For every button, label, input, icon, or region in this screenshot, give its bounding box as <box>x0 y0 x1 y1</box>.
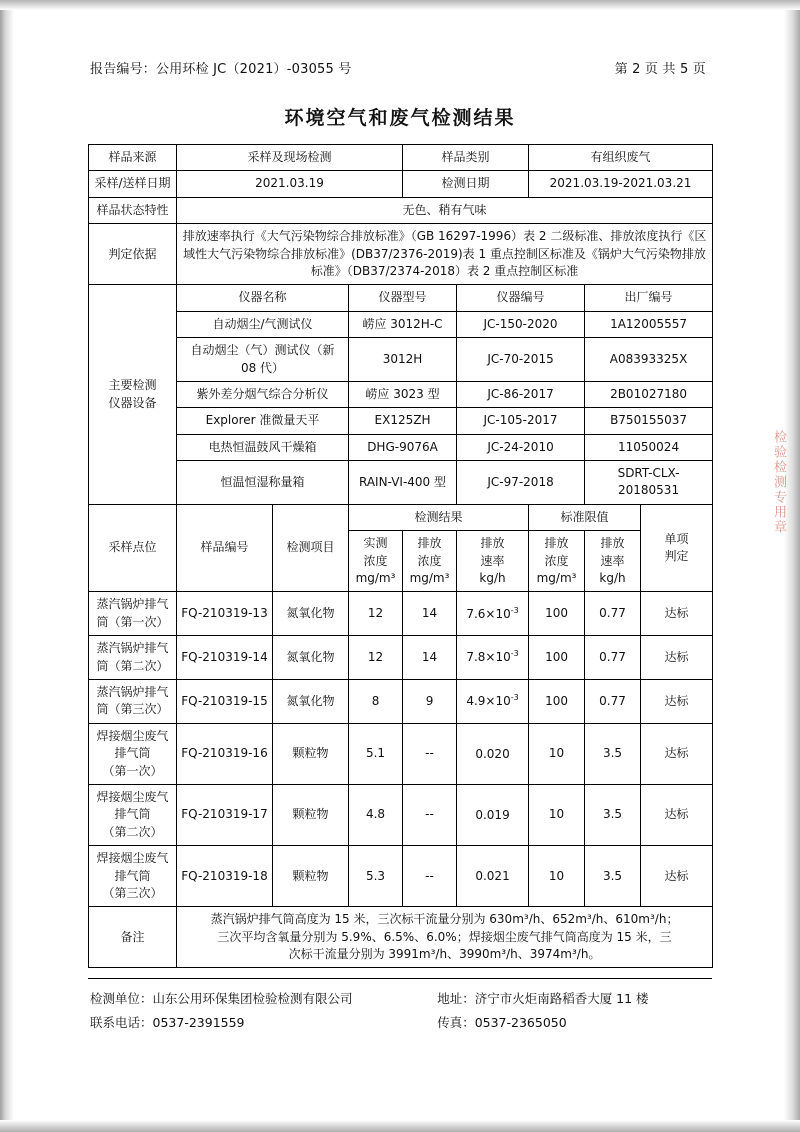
col-std-rate-l1: 排放 <box>600 536 625 551</box>
cell-std-rate: 0.77 <box>585 679 641 723</box>
cell-std-rate: 3.5 <box>585 846 641 907</box>
scan-edge-bottom <box>0 1120 800 1132</box>
cell-emit-rate <box>457 846 529 907</box>
results-table <box>88 144 713 968</box>
address-value: 济宁市火炬南路稻香大厦 11 楼 <box>474 991 649 1007</box>
equipment-label <box>89 285 177 505</box>
cell-sample-no: FQ-210319-18 <box>177 846 273 907</box>
cell-test-item: 氮氧化物 <box>273 679 349 723</box>
sample-state-label: 样品状态特性 <box>89 197 177 223</box>
emit-rate-base: 0.020 <box>475 746 510 761</box>
emit-rate-exponent: -3 <box>510 649 519 659</box>
equipment-model: 崂应 3012H-C <box>349 311 457 337</box>
point-line3: （第二次） <box>102 824 163 839</box>
cell-emit-conc: -- <box>403 723 457 784</box>
cell-std-conc: 10 <box>529 846 585 907</box>
point-line3: （第三次） <box>102 885 163 900</box>
col-sampling-point: 采样点位 <box>89 504 177 592</box>
table-row <box>89 592 713 636</box>
point-line1: 焊接烟尘废气 <box>96 728 169 743</box>
table-row <box>89 381 713 407</box>
fax-label: 传真： <box>437 1015 475 1031</box>
equipment-model: 3012H <box>349 338 457 382</box>
remarks-text <box>177 907 713 968</box>
table-row <box>89 285 713 311</box>
col-group-results: 检测结果 <box>349 504 529 530</box>
cell-std-conc: 100 <box>529 592 585 636</box>
cell-verdict: 达标 <box>641 636 713 680</box>
col-measured-conc-unit: mg/m³ <box>355 571 396 586</box>
point-line1: 焊接烟尘废气 <box>96 851 169 866</box>
equipment-id: JC-97-2018 <box>457 461 585 505</box>
cell-emit-conc: -- <box>403 846 457 907</box>
cell-emit-rate <box>457 636 529 680</box>
emit-rate-base: 4.9×10 <box>466 694 511 709</box>
phone-label: 联系电话： <box>90 1015 153 1031</box>
scan-edge-right <box>784 0 800 1132</box>
cell-test-item: 颗粒物 <box>273 784 349 845</box>
cell-std-conc: 10 <box>529 723 585 784</box>
col-emit-conc-unit: mg/m³ <box>409 571 450 586</box>
fax-value: 0537-2365050 <box>474 1015 567 1031</box>
equipment-name: 自动烟尘（气）测试仪（新 08 代） <box>177 338 349 382</box>
equipment-name: 自动烟尘/气测试仪 <box>177 311 349 337</box>
cell-measured-conc: 12 <box>349 636 403 680</box>
report-number <box>90 58 352 77</box>
table-row <box>89 679 713 723</box>
cell-std-conc: 100 <box>529 636 585 680</box>
equipment-serial: SDRT-CLX-20180531 <box>585 461 713 505</box>
test-unit-value: 山东公用环保集团检验检测有限公司 <box>152 991 353 1007</box>
point-line2: 排气筒 <box>114 807 151 822</box>
equipment-serial: 2B01027180 <box>585 381 713 407</box>
cell-sample-no: FQ-210319-13 <box>177 592 273 636</box>
cell-std-rate: 0.77 <box>585 592 641 636</box>
point-line3: （第一次） <box>102 763 163 778</box>
equipment-name: Explorer 准微量天平 <box>177 408 349 434</box>
cell-test-item: 氮氧化物 <box>273 636 349 680</box>
table-row <box>89 171 713 197</box>
table-row <box>89 145 713 171</box>
test-unit <box>90 989 437 1007</box>
col-measured-conc <box>349 531 403 592</box>
test-unit-label: 检测单位： <box>90 991 153 1007</box>
emit-rate-base: 0.021 <box>475 869 510 883</box>
document-footer <box>88 978 712 1034</box>
cell-emit-conc: 14 <box>403 636 457 680</box>
cell-test-item: 颗粒物 <box>273 846 349 907</box>
point-line2: 筒（第二次） <box>96 658 169 673</box>
table-row <box>89 408 713 434</box>
table-row <box>89 636 713 680</box>
table-row <box>89 311 713 337</box>
cell-measured-conc: 5.3 <box>349 846 403 907</box>
remarks-line3: 次标干流量分别为 3991m³/h、3990m³/h、3974m³/h。 <box>288 947 601 962</box>
cell-verdict: 达标 <box>641 846 713 907</box>
address <box>437 989 710 1007</box>
col-verdict-line2: 判定 <box>664 549 689 564</box>
cell-sampling-point <box>89 679 177 723</box>
equipment-col-model: 仪器型号 <box>349 285 457 311</box>
sampling-date-label: 采样/送样日期 <box>89 171 177 197</box>
col-measured-conc-l1: 实测 <box>363 536 388 551</box>
cell-verdict: 达标 <box>641 679 713 723</box>
point-line1: 蒸汽锅炉排气 <box>96 641 169 656</box>
test-date-value: 2021.03.19-2021.03.21 <box>529 171 713 197</box>
cell-sampling-point <box>89 592 177 636</box>
cell-verdict: 达标 <box>641 784 713 845</box>
table-row <box>89 907 713 968</box>
table-row <box>89 784 713 845</box>
remarks-line1: 蒸汽锅炉排气筒高度为 15 米，三次标干流量分别为 630m³/h、652m³/h、610m³/h； <box>210 912 679 927</box>
equipment-serial: A08393325X <box>585 338 713 382</box>
equipment-col-id: 仪器编号 <box>457 285 585 311</box>
footer-row-2 <box>88 1010 712 1034</box>
point-line2: 筒（第一次） <box>96 614 169 629</box>
scan-edge-left <box>0 0 14 1132</box>
cell-sample-no: FQ-210319-17 <box>177 784 273 845</box>
cell-emit-rate <box>457 723 529 784</box>
equipment-model: DHG-9076A <box>349 434 457 460</box>
cell-sampling-point <box>89 846 177 907</box>
col-group-limits: 标准限值 <box>529 504 641 530</box>
equipment-id: JC-150-2020 <box>457 311 585 337</box>
seal-stamp: 检验检测专用章 <box>771 430 786 535</box>
col-emit-conc-l1: 排放 <box>417 536 442 551</box>
cell-test-item: 颗粒物 <box>273 723 349 784</box>
col-std-rate-l2: 速率 <box>600 553 625 568</box>
cell-verdict: 达标 <box>641 723 713 784</box>
table-row <box>89 224 713 285</box>
equipment-id: JC-105-2017 <box>457 408 585 434</box>
footer-row-1 <box>88 986 712 1010</box>
document-header <box>88 40 712 81</box>
equipment-model: 崂应 3023 型 <box>349 381 457 407</box>
equipment-serial: B750155037 <box>585 408 713 434</box>
cell-emit-conc: 14 <box>403 592 457 636</box>
phone <box>90 1013 437 1031</box>
point-line1: 蒸汽锅炉排气 <box>96 684 169 699</box>
emit-rate-exponent: -3 <box>510 605 519 615</box>
equipment-name: 恒温恒湿称量箱 <box>177 461 349 505</box>
cell-test-item: 氮氧化物 <box>273 592 349 636</box>
point-line2: 排气筒 <box>114 868 151 883</box>
equipment-model: EX125ZH <box>349 408 457 434</box>
fax <box>437 1013 710 1031</box>
table-row <box>89 434 713 460</box>
equipment-name: 电热恒温鼓风干燥箱 <box>177 434 349 460</box>
cell-measured-conc: 12 <box>349 592 403 636</box>
report-number-value: 公用环检 JC（2021）-03055 号 <box>156 62 352 77</box>
cell-emit-conc: -- <box>403 784 457 845</box>
col-std-conc-l2: 浓度 <box>544 553 569 568</box>
scan-edge-top <box>0 0 800 10</box>
col-std-rate-unit: kg/h <box>599 571 626 586</box>
sample-state-value: 无色、稍有气味 <box>177 197 713 223</box>
equipment-name: 紫外差分烟气综合分析仪 <box>177 381 349 407</box>
sample-source-value: 采样及现场检测 <box>177 145 403 171</box>
cell-sampling-point <box>89 636 177 680</box>
cell-emit-rate <box>457 784 529 845</box>
cell-emit-conc: 9 <box>403 679 457 723</box>
cell-sampling-point <box>89 723 177 784</box>
col-sample-no: 样品编号 <box>177 504 273 592</box>
col-measured-conc-l2: 浓度 <box>363 553 388 568</box>
sample-source-label: 样品来源 <box>89 145 177 171</box>
equipment-id: JC-86-2017 <box>457 381 585 407</box>
table-row <box>89 338 713 382</box>
page-indicator: 第 2 页 共 5 页 <box>614 62 706 77</box>
cell-emit-rate <box>457 592 529 636</box>
point-line2: 筒（第三次） <box>96 702 169 717</box>
cell-verdict: 达标 <box>641 592 713 636</box>
col-emit-rate-l1: 排放 <box>480 536 505 551</box>
equipment-model: RAIN-VI-400 型 <box>349 461 457 505</box>
point-line1: 焊接烟尘废气 <box>96 789 169 804</box>
cell-sample-no: FQ-210319-16 <box>177 723 273 784</box>
equipment-id: JC-24-2010 <box>457 434 585 460</box>
sample-type-value: 有组织废气 <box>529 145 713 171</box>
col-std-conc-unit: mg/m³ <box>536 571 577 586</box>
emit-rate-exponent: -3 <box>510 693 519 703</box>
table-row <box>89 197 713 223</box>
emit-rate-base: 7.8×10 <box>466 650 511 665</box>
col-verdict-line1: 单项 <box>664 531 689 546</box>
equipment-col-name: 仪器名称 <box>177 285 349 311</box>
phone-value: 0537-2391559 <box>152 1015 245 1031</box>
table-row <box>89 504 713 530</box>
criteria-label: 判定依据 <box>89 224 177 285</box>
emit-rate-base: 7.6×10 <box>466 606 511 621</box>
table-row <box>89 846 713 907</box>
remarks-line2: 三次平均含氧量分别为 5.9%、6.5%、6.0%；焊接烟尘废气排气筒高度为 15 米，三 <box>217 929 672 944</box>
cell-sample-no: FQ-210319-14 <box>177 636 273 680</box>
col-std-rate <box>585 531 641 592</box>
cell-measured-conc: 4.8 <box>349 784 403 845</box>
equipment-serial: 11050024 <box>585 434 713 460</box>
cell-std-rate: 3.5 <box>585 784 641 845</box>
cell-measured-conc: 5.1 <box>349 723 403 784</box>
page-title: 环境空气和废气检测结果 <box>284 107 516 129</box>
equipment-label-line1: 主要检测 <box>108 378 157 393</box>
col-emit-rate-l2: 速率 <box>480 553 505 568</box>
report-number-label: 报告编号： <box>90 62 157 77</box>
cell-emit-rate <box>457 679 529 723</box>
cell-sample-no: FQ-210319-15 <box>177 679 273 723</box>
equipment-id: JC-70-2015 <box>457 338 585 382</box>
col-emit-conc <box>403 531 457 592</box>
cell-std-conc: 100 <box>529 679 585 723</box>
col-emit-conc-l2: 浓度 <box>417 553 442 568</box>
cell-std-rate: 3.5 <box>585 723 641 784</box>
equipment-serial: 1A12005557 <box>585 311 713 337</box>
criteria-text: 排放速率执行《大气污染物综合排放标准》（GB 16297-1996）表 2 二级标准、排放浓度执行《区域性大气污染物综合排放标准》(DB37/2376-2019)表 1 重点控制区标准及《锅炉大气污染物排放标准》（DB37/2374-2018）表 2 重点控制区标准 <box>177 224 713 285</box>
sampling-date-value: 2021.03.19 <box>177 171 403 197</box>
col-verdict <box>641 504 713 592</box>
cell-measured-conc: 8 <box>349 679 403 723</box>
point-line2: 排气筒 <box>114 746 151 761</box>
cell-std-rate: 0.77 <box>585 636 641 680</box>
cell-sampling-point <box>89 784 177 845</box>
col-std-conc-l1: 排放 <box>544 536 569 551</box>
col-emit-rate <box>457 531 529 592</box>
equipment-label-line2: 仪器设备 <box>108 395 157 410</box>
cell-std-conc: 10 <box>529 784 585 845</box>
col-emit-rate-unit: kg/h <box>479 571 506 586</box>
remarks-label: 备注 <box>89 907 177 968</box>
equipment-col-serial: 出厂编号 <box>585 285 713 311</box>
test-date-label: 检测日期 <box>403 171 529 197</box>
point-line1: 蒸汽锅炉排气 <box>96 597 169 612</box>
col-std-conc <box>529 531 585 592</box>
emit-rate-base: 0.019 <box>475 807 510 822</box>
table-row <box>89 723 713 784</box>
address-label: 地址： <box>437 991 475 1007</box>
table-row <box>89 461 713 505</box>
col-test-item: 检测项目 <box>273 504 349 592</box>
sample-type-label: 样品类别 <box>403 145 529 171</box>
